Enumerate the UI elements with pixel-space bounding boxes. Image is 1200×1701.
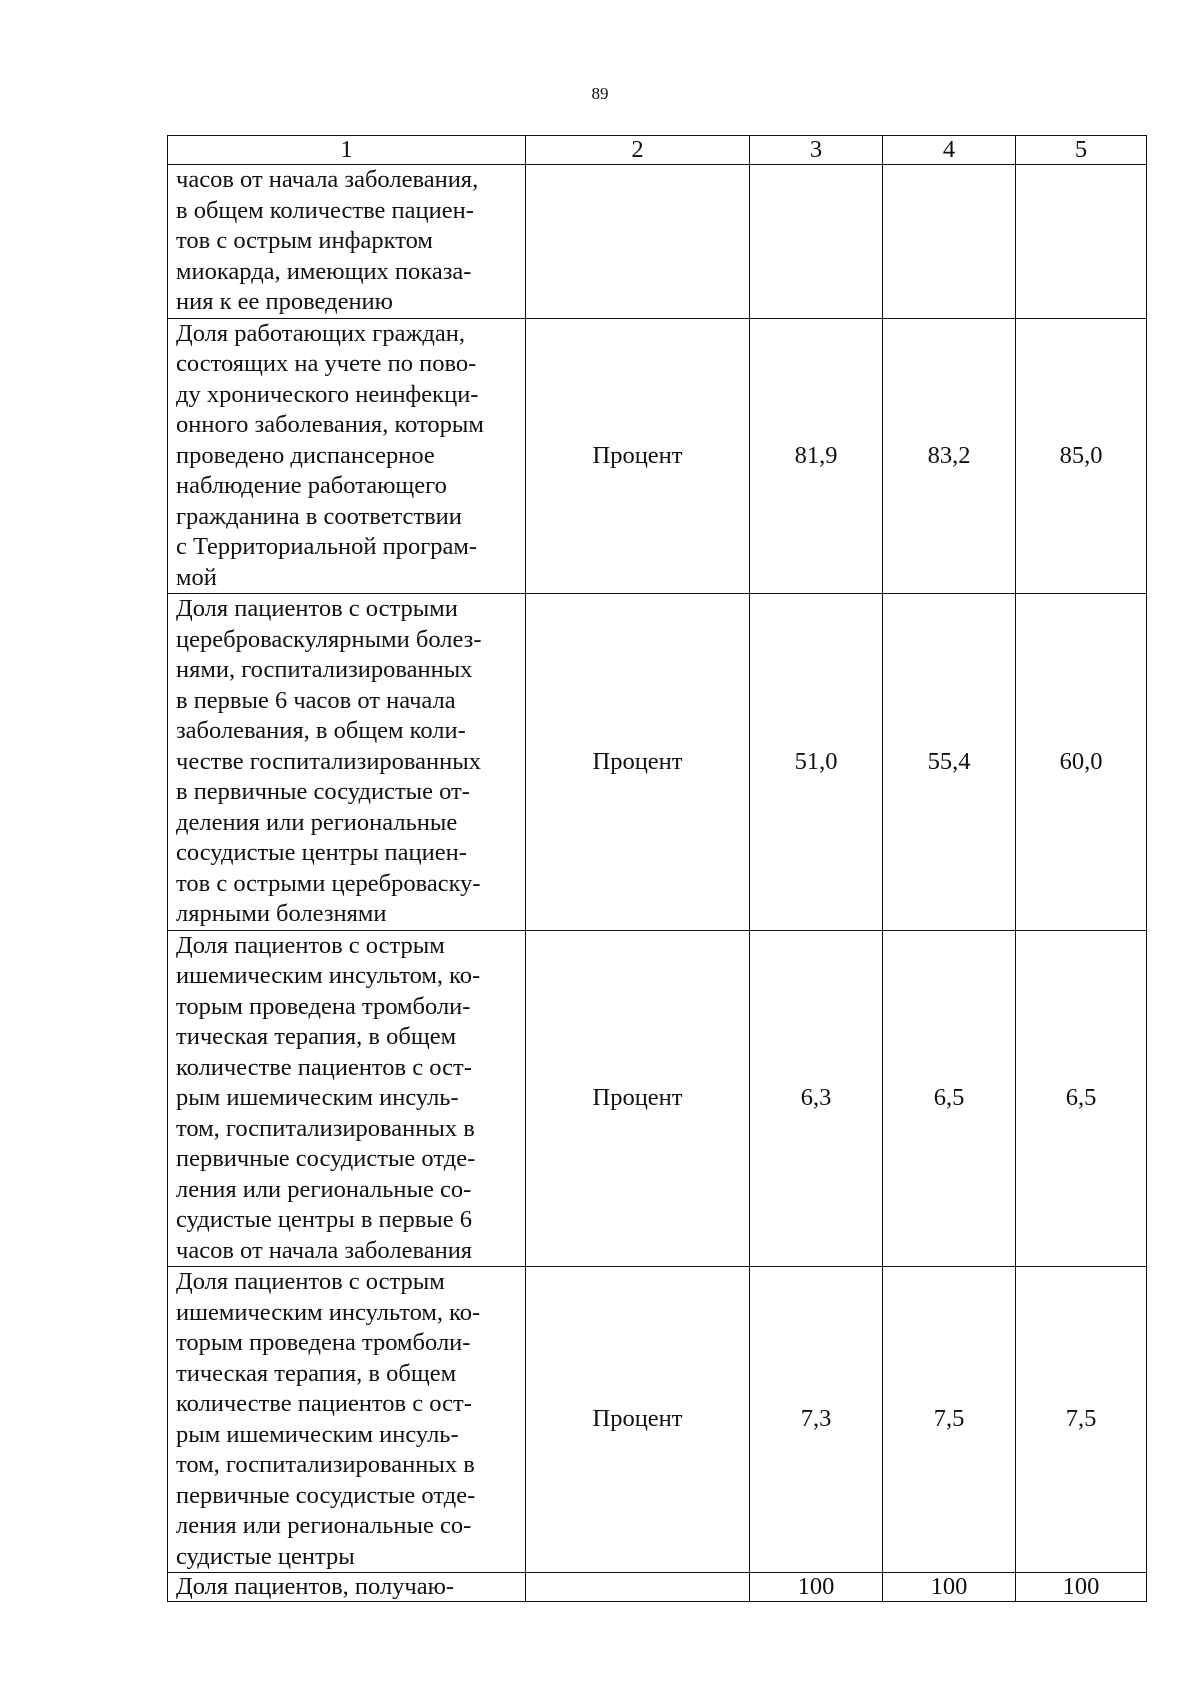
description-line: цереброваскулярными болез- — [176, 625, 482, 653]
value-cell-3: 81,9 — [750, 318, 883, 594]
value-cell-4: 6,5 — [883, 930, 1016, 1267]
page-number: 89 — [591, 84, 609, 103]
description-line: лярными болезнями — [176, 900, 387, 927]
description-line: онного заболевания, которым — [176, 411, 484, 438]
description-line: рым ишемическим инсуль- — [176, 1084, 459, 1111]
unit-cell: Процент — [526, 318, 750, 594]
value-cell-3: 100 — [750, 1573, 883, 1602]
description-line: сосудистые центры пациен- — [176, 839, 467, 866]
description-line: ления или региональные со- — [176, 1512, 472, 1539]
value-cell-3: 6,3 — [750, 930, 883, 1267]
indicator-description — [168, 594, 526, 931]
column-header: 4 — [883, 136, 1016, 165]
table-row — [168, 930, 1147, 1267]
description-line: в первые 6 часов от начала — [176, 686, 456, 714]
value-cell-4: 55,4 — [883, 594, 1016, 931]
description-line: с Территориальной програм- — [176, 533, 478, 560]
description-line: Доля пациентов, получаю- — [176, 1573, 455, 1600]
unit-cell — [526, 1573, 750, 1602]
description-line: количестве пациентов с ост- — [176, 1053, 472, 1081]
description-line: тов с острым инфарктом — [176, 227, 433, 254]
description-line: тов с острыми цереброваску- — [176, 869, 481, 897]
value-cell-5: 85,0 — [1016, 318, 1147, 594]
description-line: миокарда, имеющих показа- — [176, 257, 472, 285]
description-line: гражданина в соответствии — [176, 502, 462, 530]
column-header: 3 — [750, 136, 883, 165]
value-cell-4: 83,2 — [883, 318, 1016, 594]
table-header-row — [168, 136, 1147, 165]
value-cell-5 — [1016, 165, 1147, 319]
description-line: количестве пациентов с ост- — [176, 1390, 472, 1417]
value-cell-4: 100 — [883, 1573, 1016, 1602]
indicators-table — [167, 135, 1147, 1602]
unit-cell: Процент — [526, 930, 750, 1267]
description-line: тическая терапия, в общем — [176, 1023, 457, 1050]
value-cell-5: 7,5 — [1016, 1267, 1147, 1573]
description-line: ния к ее проведению — [176, 288, 393, 315]
description-line: ления или региональные со- — [176, 1175, 472, 1203]
description-line: честве госпитализированных — [176, 747, 481, 775]
description-line: деления или региональные — [176, 808, 458, 836]
description-line: Доля пациентов с острыми — [176, 595, 458, 622]
column-header: 2 — [526, 136, 750, 165]
description-line: судистые центры — [176, 1542, 355, 1570]
column-header: 1 — [168, 136, 526, 165]
indicator-description — [168, 930, 526, 1267]
value-cell-5: 100 — [1016, 1573, 1147, 1602]
description-line: первичные сосудистые отде- — [176, 1145, 476, 1172]
column-header: 5 — [1016, 136, 1147, 165]
description-line: в первичные сосудистые от- — [176, 778, 470, 805]
description-line: состоящих на учете по пово- — [176, 350, 477, 377]
value-cell-3: 7,3 — [750, 1267, 883, 1573]
description-line: рым ишемическим инсуль- — [176, 1420, 459, 1448]
description-line: ду хронического неинфекци- — [176, 380, 479, 408]
description-line: в общем количестве пациен- — [176, 196, 474, 224]
value-cell-5: 6,5 — [1016, 930, 1147, 1267]
description-line: часов от начала заболевания, — [176, 166, 479, 193]
description-line: Доля работающих граждан, — [176, 319, 465, 347]
value-cell-4 — [883, 165, 1016, 319]
description-line: мой — [176, 563, 217, 591]
description-line: том, госпитализированных в — [176, 1114, 475, 1142]
table-row — [168, 165, 1147, 319]
value-cell-5: 60,0 — [1016, 594, 1147, 931]
description-line: нями, госпитализированных — [176, 656, 473, 683]
unit-cell — [526, 165, 750, 319]
description-line: торым проведена тромболи- — [176, 992, 471, 1020]
indicator-description — [168, 165, 526, 319]
unit-cell: Процент — [526, 1267, 750, 1573]
description-line: ишемическим инсультом, ко- — [176, 962, 481, 989]
description-line: часов от начала заболевания — [176, 1236, 473, 1264]
description-line: заболевания, в общем коли- — [176, 717, 466, 744]
table-row — [168, 1267, 1147, 1573]
description-line: первичные сосудистые отде- — [176, 1481, 476, 1509]
description-line: проведено диспансерное — [176, 441, 435, 469]
description-line: ишемическим инсультом, ко- — [176, 1298, 481, 1326]
value-cell-3 — [750, 165, 883, 319]
description-line: судистые центры в первые 6 — [176, 1206, 473, 1233]
description-line: Доля пациентов с острым — [176, 1268, 445, 1295]
table-row — [168, 594, 1147, 931]
table-row — [168, 318, 1147, 594]
value-cell-3: 51,0 — [750, 594, 883, 931]
indicator-description — [168, 1267, 526, 1573]
indicator-description — [168, 318, 526, 594]
description-line: тическая терапия, в общем — [176, 1359, 457, 1387]
description-line: наблюдение работающего — [176, 472, 447, 499]
indicator-description — [168, 1573, 526, 1602]
table-row — [168, 1573, 1147, 1602]
unit-cell: Процент — [526, 594, 750, 931]
description-line: том, госпитализированных в — [176, 1451, 475, 1478]
description-line: Доля пациентов с острым — [176, 931, 445, 959]
description-line: торым проведена тромболи- — [176, 1329, 471, 1356]
value-cell-4: 7,5 — [883, 1267, 1016, 1573]
